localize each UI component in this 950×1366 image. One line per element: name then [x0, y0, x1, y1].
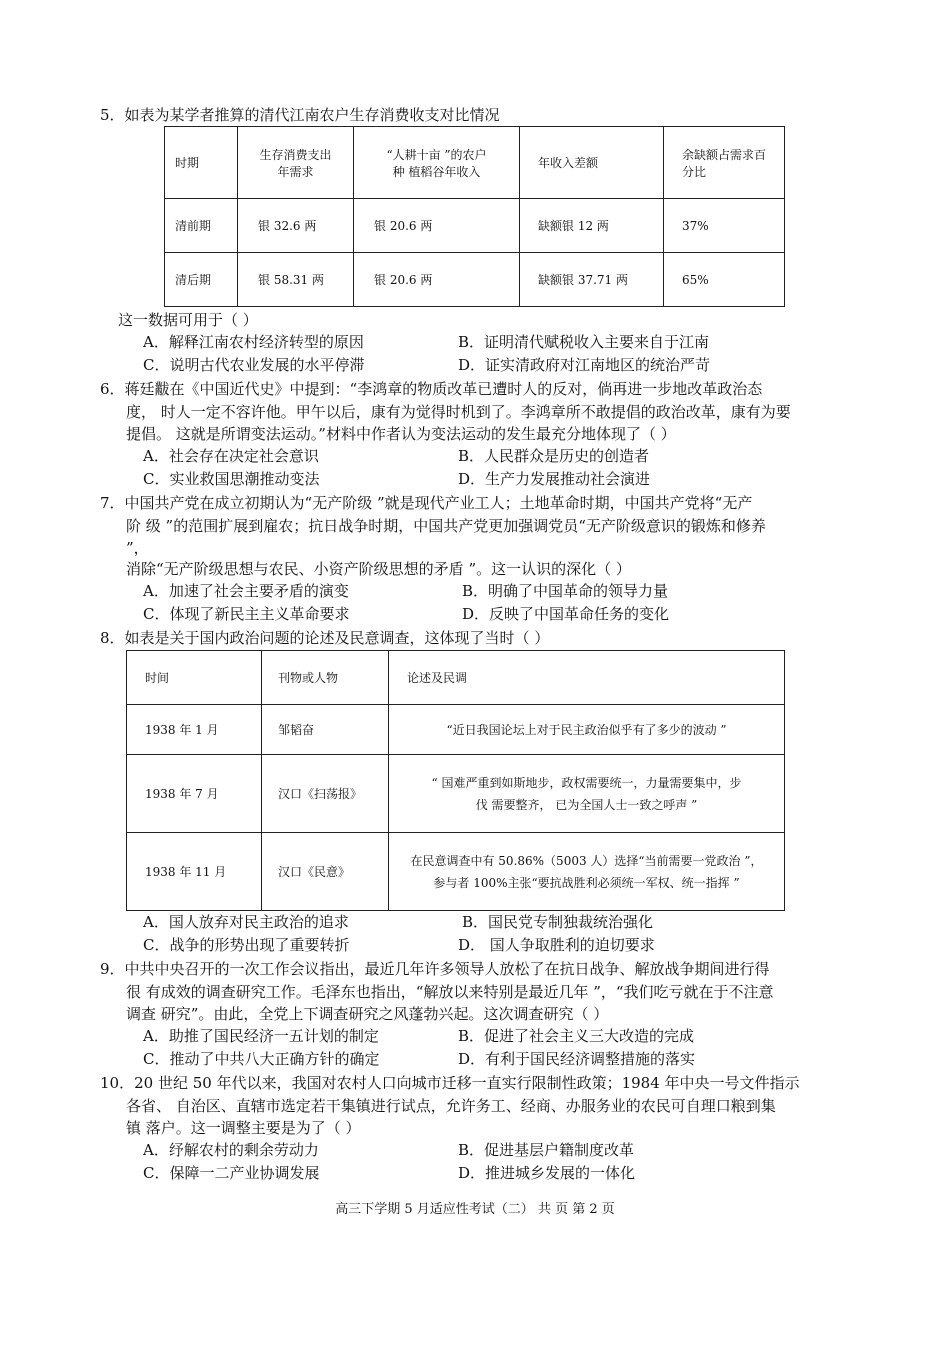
q5-option-d[interactable]: D．证实清政府对江南地区的统治严苛	[458, 356, 711, 374]
q8-cell: “近日我国论坛上对于民主政治似乎有了多少的波动 ”	[389, 705, 785, 755]
table-row	[165, 199, 785, 253]
q5-header-percent: 余缺额占需求百 分比	[664, 127, 785, 199]
q9-line: 9．中共中央召开的一次工作会议指出，最近几年许多领导人放松了在抗日战争、解放战争期间进行得	[100, 960, 770, 978]
q5-stem: 5．如表为某学者推算的清代江南农户生存消费收支对比情况	[100, 106, 500, 124]
q10-line: 10．20 世纪 50 年代以来，我国对农村人口向城市迁移一直实行限制性政策；1984 年中央一号文件指示	[100, 1074, 800, 1092]
q5-table	[164, 126, 785, 307]
q5-cell: 清后期	[165, 253, 238, 307]
q8-cell: 在民意调查中有 50.86%（5003 人）选择“当前需要一党政治 ”， 参与者 100%主张“要抗战胜利必须统一军权、统一指挥 ”	[389, 833, 785, 911]
q5-cell: 银 32.6 两	[238, 199, 354, 253]
table-row	[127, 755, 785, 833]
q8-cell: 1938 年 1 月	[127, 705, 262, 755]
q8-option-d[interactable]: D． 国人争取胜利的迫切要求	[458, 936, 655, 954]
q5-cell: 缺额银 12 两	[520, 199, 664, 253]
q7-option-d[interactable]: D．反映了中国革命任务的变化	[462, 605, 670, 623]
q6-option-b[interactable]: B．人民群众是历史的创造者	[458, 447, 650, 465]
q5-option-c[interactable]: C．说明古代农业发展的水平停滞	[143, 356, 365, 374]
q5-option-a[interactable]: A．解释江南农村经济转型的原因	[143, 333, 364, 351]
q8-table	[126, 650, 785, 911]
q6-option-c[interactable]: C．实业救国思潮推动变法	[143, 470, 320, 488]
q8-cell: 1938 年 11 月	[127, 833, 262, 911]
q5-cell: 缺额银 37.71 两	[520, 253, 664, 307]
q5-header-diff: 年收入差额	[520, 127, 664, 199]
q5-cell: 银 58.31 两	[238, 253, 354, 307]
q5-cell: 65%	[664, 253, 785, 307]
page-footer: 高三下学期 5 月适应性考试（二） 共 页 第 2 页	[335, 1202, 615, 1217]
table-row	[127, 705, 785, 755]
q7-line: 阶 级 ”的范围扩展到雇农；抗日战争时期，中国共产党更加强调党员“无产阶级意识的锻炼和修养	[126, 517, 766, 535]
q5-prompt: 这一数据可用于（ ）	[118, 311, 258, 329]
q9-option-a[interactable]: A．助推了国民经济一五计划的制定	[143, 1027, 379, 1045]
q5-cell: 银 20.6 两	[354, 253, 520, 307]
q7-line: 7．中国共产党在成立初期认为“无产阶级 ”就是现代产业工人；土地革命时期，中国共产党将“无产	[100, 494, 753, 512]
q10-option-d[interactable]: D．推进城乡发展的一体化	[458, 1164, 636, 1182]
q5-option-b[interactable]: B．证明清代赋税收入主要来自于江南	[458, 333, 710, 351]
table-row	[127, 833, 785, 911]
q8-cell: “ 国难严重到如斯地步，政权需要统一，力量需要集中，步 伐 需要整齐， 已为全国人士一致之呼声 ”	[389, 755, 785, 833]
q5-header-income: “人耕十亩 ”的农户 种 植稻谷年收入	[354, 127, 520, 199]
q9-option-b[interactable]: B．促进了社会主义三大改造的完成	[458, 1027, 695, 1045]
q10-line: 各省、 自治区、直辖市选定若干集镇进行试点，允许务工、经商、办服务业的农民可自理口粮到集	[126, 1097, 776, 1115]
q8-stem: 8．如表是关于国内政治问题的论述及民意调查，这体现了当时（ ）	[100, 629, 550, 647]
q8-header-time: 时间	[127, 651, 262, 705]
q10-option-c[interactable]: C．保障一二产业协调发展	[143, 1164, 320, 1182]
q8-header-source: 刊物或人物	[262, 651, 389, 705]
q5-cell: 银 20.6 两	[354, 199, 520, 253]
q6-line: 度， 时人一定不容许他。甲午以后，康有为觉得时机到了。李鸿章所不敢提倡的政治改革，康有为要	[126, 403, 791, 421]
q8-cell: 邹韬奋	[262, 705, 389, 755]
q6-option-a[interactable]: A．社会存在决定社会意识	[143, 447, 319, 465]
q9-line: 调查 研究”。由此，全党上下调查研究之风蓬勃兴起。这次调查研究（ ）	[126, 1005, 609, 1023]
q5-header-expense: 生存消费支出 年需求	[238, 127, 354, 199]
q8-header-content: 论述及民调	[389, 651, 785, 705]
table-row	[165, 253, 785, 307]
q5-cell: 37%	[664, 199, 785, 253]
q8-cell: 汉口《民意》	[262, 833, 389, 911]
q8-option-b[interactable]: B．国民党专制独裁统治强化	[462, 913, 654, 931]
q8-option-a[interactable]: A．国人放弃对民主政治的追求	[143, 913, 349, 931]
q7-option-a[interactable]: A．加速了社会主要矛盾的演变	[143, 582, 349, 600]
q7-option-c[interactable]: C．体现了新民主主义革命要求	[143, 605, 350, 623]
q9-option-d[interactable]: D．有利于国民经济调整措施的落实	[458, 1050, 696, 1068]
q6-line: 提倡。 这就是所谓变法运动。”材料中作者认为变法运动的发生最充分地体现了（ ）	[126, 425, 676, 443]
q6-option-d[interactable]: D．生产力发展推动社会演进	[458, 470, 651, 488]
q7-line: ”，	[126, 539, 149, 557]
q5-header-period: 时期	[165, 127, 238, 199]
q7-line: 消除“无产阶级思想与农民、小资产阶级思想的矛盾 ”。这一认识的深化（ ）	[126, 560, 631, 578]
q8-option-c[interactable]: C．战争的形势出现了重要转折	[143, 936, 350, 954]
q10-option-b[interactable]: B．促进基层户籍制度改革	[458, 1141, 635, 1159]
q8-cell: 汉口《扫荡报》	[262, 755, 389, 833]
q10-option-a[interactable]: A．纾解农村的剩余劳动力	[143, 1141, 319, 1159]
q8-cell: 1938 年 7 月	[127, 755, 262, 833]
q9-line: 很 有成效的调查研究工作。毛泽东也指出，“解放以来特别是最近几年 ”，“我们吃亏就在于不注意	[126, 983, 774, 1001]
q10-line: 镇 落户。这一调整主要是为了（ ）	[126, 1119, 361, 1137]
q9-option-c[interactable]: C．推动了中共八大正确方针的确定	[143, 1050, 380, 1068]
q5-cell: 清前期	[165, 199, 238, 253]
q7-option-b[interactable]: B．明确了中国革命的领导力量	[462, 582, 669, 600]
q6-line: 6．蒋廷黻在《中国近代史》中提到：“李鸿章的物质改革已遭时人的反对，倘再进一步地改革政治态	[100, 380, 763, 398]
